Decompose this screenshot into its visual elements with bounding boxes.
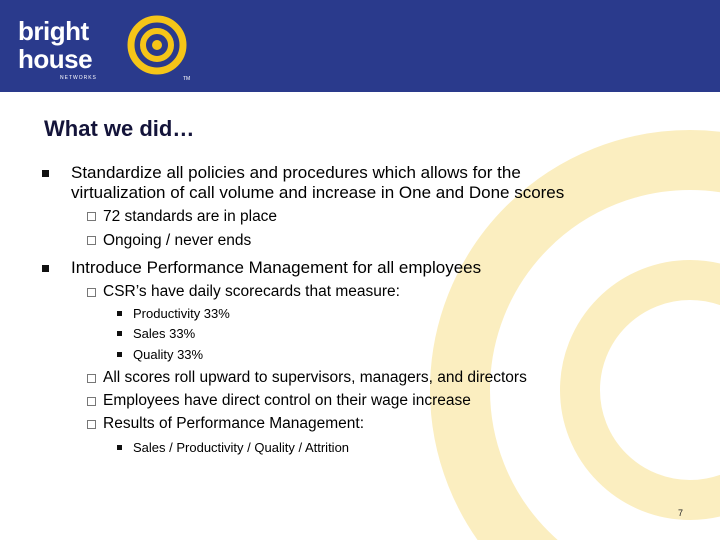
list-item: Sales 33%: [133, 326, 196, 341]
logo-ring-icon: [126, 14, 188, 76]
bullet-box-icon: [87, 288, 96, 297]
bullet-box-icon: [87, 374, 96, 383]
page-number: 7: [678, 508, 684, 518]
bullet-square-icon: [117, 311, 122, 316]
bullet-square-icon: [117, 352, 122, 357]
bullet-square-icon: [42, 265, 49, 272]
ring-inner: [580, 280, 720, 500]
list-item: Results of Performance Management:: [103, 415, 365, 432]
list-item: Quality 33%: [133, 347, 204, 362]
bullet-box-icon: [87, 420, 96, 429]
bullet-box-icon: [87, 397, 96, 406]
list-item: Ongoing / never ends: [103, 232, 252, 249]
list-item: CSR’s have daily scorecards that measure:: [103, 283, 400, 300]
bullet-square-icon: [42, 170, 49, 177]
logo-word-1: bright: [18, 16, 89, 46]
list-item: Introduce Performance Management for all employees: [71, 258, 482, 277]
list-item: virtualization of call volume and increase in One and Done scores: [71, 183, 565, 202]
bullet-square-icon: [117, 331, 122, 336]
bullet-box-icon: [87, 212, 96, 221]
bullet-box-icon: [87, 236, 96, 245]
list-item: Productivity 33%: [133, 306, 230, 321]
logo-networks: NETWORKS: [60, 75, 97, 81]
slide-title: What we did…: [44, 116, 195, 141]
list-item: Sales / Productivity / Quality / Attrition: [133, 440, 350, 455]
logo-tm: TM: [183, 76, 191, 82]
list-item: Standardize all policies and procedures which allows for the: [71, 163, 521, 182]
list-item: Employees have direct control on their wage increase: [103, 392, 471, 409]
logo-word-2: house: [18, 44, 93, 74]
bright-house-logo: [18, 14, 191, 84]
bullet-square-icon: [117, 445, 122, 450]
list-item: 72 standards are in place: [103, 208, 278, 225]
list-item: All scores roll upward to supervisors, managers, and directors: [103, 369, 527, 386]
